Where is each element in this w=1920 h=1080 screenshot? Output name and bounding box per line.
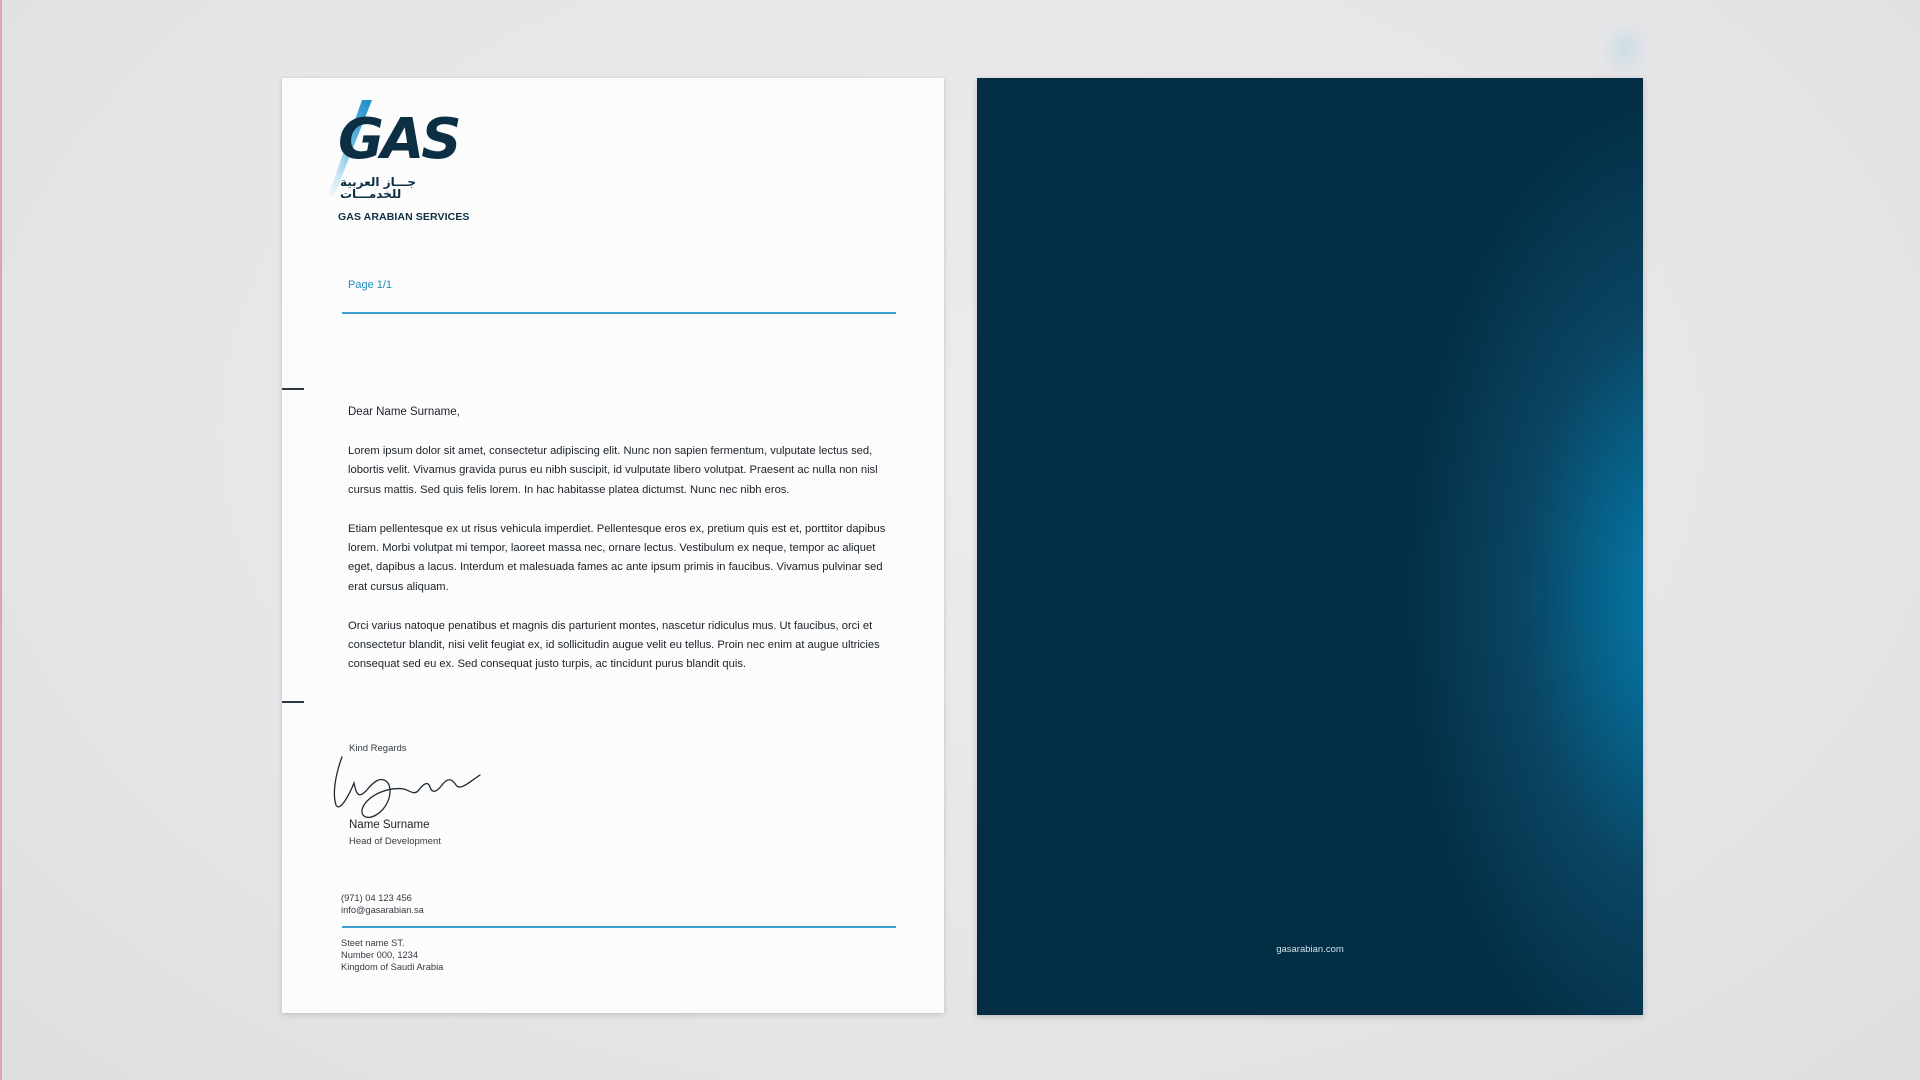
contact-info	[341, 892, 424, 916]
address-line-1: Steet name ST.	[341, 938, 405, 948]
signer-title: Head of Development	[349, 836, 441, 847]
letterhead-sheet	[282, 78, 944, 1013]
footer-divider	[342, 926, 896, 928]
letterhead-back-sheet	[977, 78, 1643, 1015]
postal-address	[341, 937, 443, 973]
background-edge-line	[0, 0, 2, 1080]
closing-text: Kind Regards	[349, 743, 407, 754]
logo-wordmark: GAS	[338, 107, 459, 172]
contact-email: info@gasarabian.sa	[341, 905, 424, 915]
logo-english-name: GAS ARABIAN SERVICES	[338, 211, 470, 223]
contact-phone: (971) 04 123 456	[341, 893, 412, 903]
body-paragraph-2: Etiam pellentesque ex ut risus vehicula imperdiet. Pellentesque eros ex, pretium quis est et, porttitor dapibus lorem. Morbi volutpat mi tempor, laoreet massa nec, ornare lectus. Vestibulum ex neque, tempor ac aliquet eget, dapibus a lacus. Interdum et malesuada fames ac ante ipsum primis in faucibus. Vivamus pulvinar sed erat cursus aliquam.	[348, 522, 886, 593]
page-number: Page 1/1	[348, 279, 393, 291]
company-logo	[318, 100, 468, 220]
salutation: Dear Name Surname,	[348, 406, 460, 418]
address-line-3: Kingdom of Saudi Arabia	[341, 962, 444, 972]
body-paragraph-3: Orci varius natoque penatibus et magnis dis parturient montes, nascetur ridiculus mus. Ut faucibus, orci et consectetur blandit, nisi velit feugiat ex, id sollicitudin augue velit eu tellus. Proin nec enim at augue ultricies consequat sed eu ex. Sed consequat justo turpis, ac tincidunt purus blandit quis.	[348, 619, 880, 671]
signer-name: Name Surname	[349, 819, 430, 831]
fold-mark-bottom	[282, 701, 304, 703]
logo-arabic-name: جـــاز العربية للخدمـــات	[340, 175, 417, 201]
fold-mark-top	[282, 388, 304, 390]
website-url: gasarabian.com	[1276, 944, 1344, 955]
background-light-glow	[1600, 20, 1650, 80]
letter-body	[348, 442, 890, 694]
header-divider	[342, 312, 896, 314]
body-paragraph-1: Lorem ipsum dolor sit amet, consectetur adipiscing elit. Nunc non sapien fermentum, vulputate lectus sed, lobortis velit. Vivamus gravida purus eu nibh suscipit, id vulputate libero volutpat. Praesent ac nulla non nisl cursus mattis. Sed quis felis lorem. In hac habitasse platea dictumst. Nunc nec nibh eros.	[348, 445, 878, 496]
address-line-2: Number 000, 1234	[341, 950, 419, 960]
